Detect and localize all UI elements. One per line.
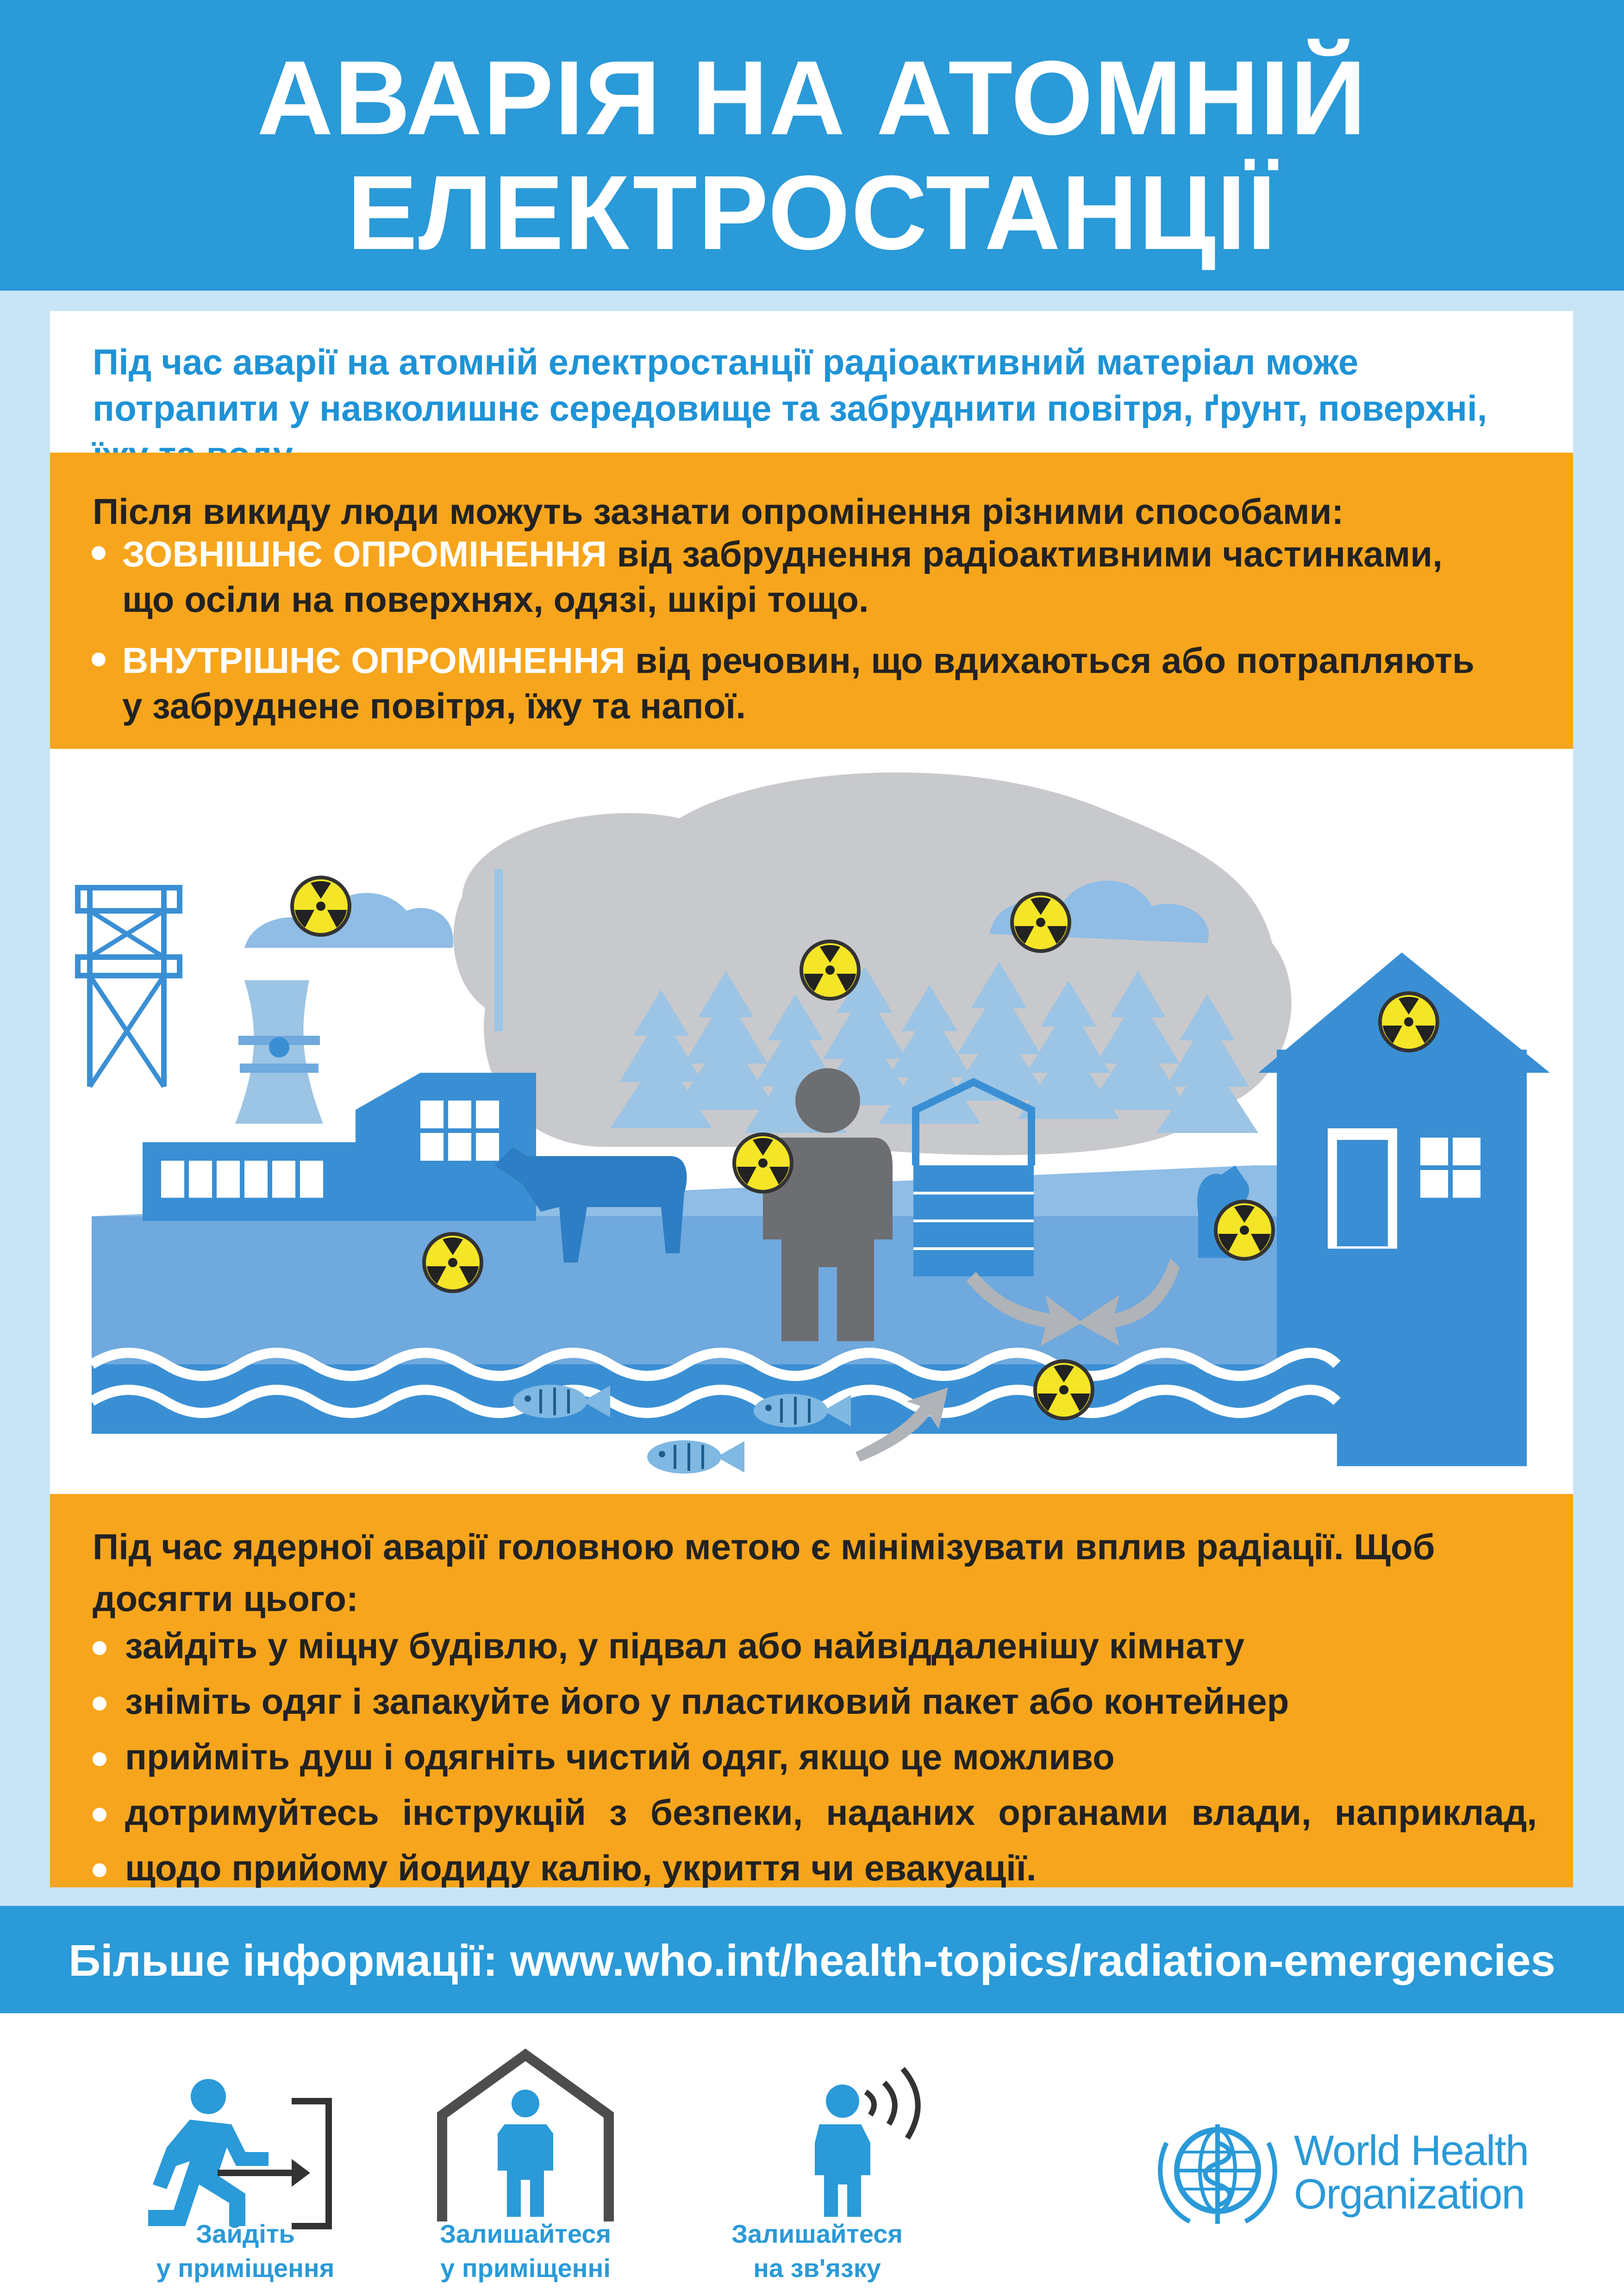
action-item: дотримуйтесь інструкцій з безпеки, наданих органами влади, наприклад, — [93, 1785, 1537, 1840]
who-wordmark-line2: Organization — [1294, 2171, 1524, 2218]
exposure-text: від речовин, що вдихаються або потрапляють — [625, 640, 1474, 681]
run-indoors-icon — [139, 2073, 333, 2231]
title-line-2: ЕЛЕКТРОСТАНЦІЇ — [347, 154, 1277, 272]
radiation-icon — [292, 877, 350, 935]
contamination-illustration — [50, 749, 1573, 1494]
intro-panel — [50, 311, 1573, 453]
stay-tuned-icon — [778, 2050, 935, 2221]
exposure-text-2: у забруднене повітря, їжу та напої. — [122, 685, 746, 726]
bullet-dot — [92, 653, 106, 666]
actions-panel — [50, 1494, 1573, 1887]
footer-label-2-line2: у приміщенні — [440, 2253, 611, 2283]
footer-label-2-line1: Залишайтеся — [439, 2219, 612, 2248]
more-info-band — [0, 1906, 1624, 2013]
stay-inside-house-icon — [433, 2046, 618, 2221]
exposure-item-internal — [92, 638, 1536, 728]
who-logo-emblem — [1148, 2115, 1287, 2231]
exposure-text-2: що осіли на поверхнях, одязі, шкірі тощо. — [122, 579, 869, 620]
exposure-panel — [50, 453, 1573, 749]
footer-label-2 — [387, 2217, 664, 2285]
footer-label-3 — [678, 2217, 956, 2285]
actions-intro: Під час ядерної аварії головною метою є мінімізувати вплив радіації. Щоб досягти цього: — [93, 1526, 1435, 1619]
footer-label-3-line1: Залишайтеся — [731, 2219, 903, 2248]
footer-label-1-line2: у приміщення — [156, 2253, 335, 2283]
action-item: зайдіть у міцну будівлю, у підвал або найвіддаленішу кімнату — [93, 1618, 1537, 1674]
exposure-heading: Після викиду люди можуть зазнати опромінення різними способами: — [93, 491, 1344, 532]
who-wordmark-line1: World Health — [1294, 2127, 1529, 2174]
page-title — [0, 41, 1624, 270]
illustration-svg — [50, 749, 1573, 1494]
exposure-term: ВНУТРІШНЄ ОПРОМІНЕННЯ — [122, 640, 625, 681]
more-info-link[interactable]: Більше інформації: www.who.int/health-topics/radiation-emergencies — [69, 1936, 1555, 1985]
exposure-item-external — [92, 531, 1536, 622]
exposure-term: ЗОВНІШНЄ ОПРОМІНЕННЯ — [122, 534, 607, 574]
who-wordmark — [1294, 2129, 1528, 2216]
exposure-text: від забруднення радіоактивними частинками, — [606, 534, 1443, 574]
action-item: прийміть душ і одягніть чистий одяг, якщо це можливо — [93, 1729, 1537, 1785]
action-item-continued — [93, 1840, 1537, 1896]
footer-label-3-line2: на зв'язку — [753, 2253, 881, 2283]
action-item: зніміть одяг і запакуйте його у пластиковий пакет або контейнер — [93, 1674, 1537, 1729]
intro-text: Під час аварії на атомній електростанції радіоактивний матеріал може потрапити у навколишнє середовище та забруднити повітря, ґрунт, поверхні, — [93, 342, 1487, 429]
bullet-dot — [92, 546, 106, 560]
footer-label-1 — [106, 2217, 384, 2285]
title-line-1: АВАРІЯ НА АТОМНІЙ — [257, 39, 1367, 157]
actions-list — [93, 1618, 1537, 1896]
footer-label-1-line1: Зайдіть — [196, 2219, 295, 2248]
action-item-continued-text: щодо прийому йодиду калію, укриття чи евакуації. — [125, 1848, 1037, 1888]
